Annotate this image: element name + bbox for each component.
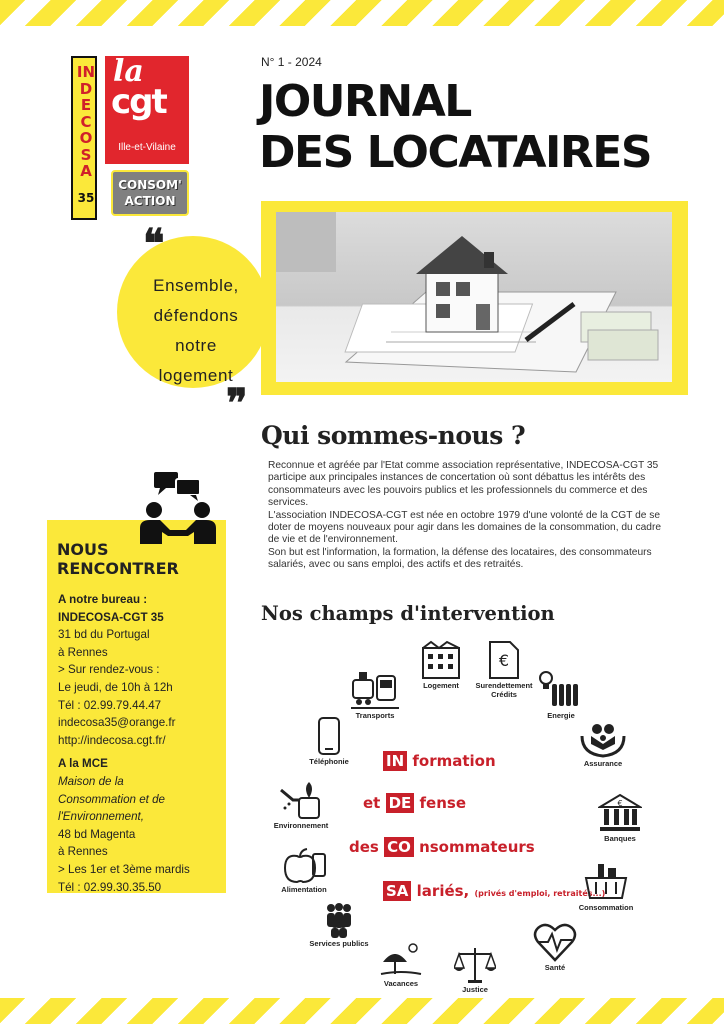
shopping-basket-icon: [584, 862, 628, 902]
bank-icon: [598, 793, 642, 833]
scales-icon: [454, 946, 496, 984]
cgt-department: Ille-et-Vilaine: [118, 142, 176, 153]
quote-line2: défendons: [153, 306, 239, 325]
bottom-stripe-border: [0, 998, 724, 1024]
mce-phone: Tél : 02.99.30.35.50: [58, 880, 162, 894]
about-paragraph-1: Reconnue et agréée par l'Etat comme association représentative, INDECOSA-CGT 35 participe aux principales instances de concertation où sont débattus les intérêts des consommateurs avec les pouvoirs publics et les professionnels du commerce et des services.: [268, 460, 659, 509]
mce-heading: A la MCE: [58, 757, 108, 771]
meet-body: [58, 591, 224, 896]
field-environnement: [271, 780, 331, 830]
meet-title: [57, 540, 179, 578]
office-web: http://indecosa.cgt.fr/: [58, 733, 166, 747]
field-surendettement: [472, 640, 536, 699]
quote-open-mark: ❝: [143, 220, 165, 267]
field-justice: [452, 946, 498, 994]
about-paragraph-3: Son but est l'information, la formation, la défense des locataires, des consommateurs salariés, avec ou sans emploi, des actifs et des retraités.: [268, 546, 652, 571]
about-body: [268, 460, 663, 572]
apple-icon: [281, 848, 327, 884]
acronym-small-note: (privés d'emploi, retraités...): [474, 889, 606, 898]
mce-address-2: à Rennes: [58, 845, 108, 859]
indecosa-cgt-logo: [71, 56, 193, 220]
family-hands-icon: [580, 722, 626, 758]
label-banques: Banques: [604, 834, 636, 843]
issue-number: N° 1 - 2024: [261, 55, 322, 69]
office-phone: Tél : 02.99.79.44.47: [58, 698, 162, 712]
field-alimentation: [280, 848, 328, 894]
mce-name-2: Consommation et de: [58, 792, 165, 806]
quote-line3: notre: [175, 336, 217, 355]
label-alimentation: Alimentation: [281, 885, 327, 894]
euro-document-icon: [488, 640, 520, 680]
building-icon: [421, 640, 461, 680]
office-heading: A notre bureau :: [58, 593, 148, 606]
label-energie: Energie: [547, 711, 575, 720]
indecosa-wordmark: INDECOSA: [76, 63, 96, 180]
field-banques: [596, 793, 644, 843]
top-stripe-border: [0, 0, 724, 26]
svg-text:€: €: [617, 799, 623, 808]
field-sante: [530, 922, 580, 972]
mce-name-1: Maison de la: [58, 774, 124, 788]
train-bus-icon: [351, 666, 399, 710]
mce-name-3: l'Environnement,: [58, 810, 144, 824]
acronym-pre-3: des: [349, 838, 379, 856]
house-on-contract-illustration: [276, 212, 672, 382]
acronym-pre-2: et: [363, 794, 381, 812]
field-energie: [536, 670, 586, 720]
mce-address-1: 48 bd Magenta: [58, 827, 136, 841]
field-vacances: [378, 940, 424, 988]
label-sante: Santé: [544, 963, 566, 972]
field-assurance: [578, 722, 628, 768]
about-title: Qui sommes-nous ?: [261, 421, 526, 450]
phone-icon: [317, 716, 341, 756]
mce-days: > Les 1er et 3ème mardis: [58, 862, 190, 876]
cgt-logo: [105, 56, 189, 164]
label-logement: Logement: [423, 681, 459, 690]
title-line2: DES LOCATAIRES: [259, 127, 652, 178]
acronym-row-1: [383, 751, 496, 771]
label-surendettement: Surendettement: [475, 681, 533, 690]
office-hours: Le jeudi, de 10h à 12h: [58, 680, 173, 694]
office-name: INDECOSA-CGT 35: [58, 610, 164, 624]
acronym-box-co: CO: [384, 837, 414, 857]
heart-pulse-icon: [532, 922, 578, 962]
hero-house-photo: [276, 212, 672, 382]
acronym-text-1: formation: [412, 752, 496, 770]
acronym-row-4: [383, 881, 605, 901]
office-address-1: 31 bd du Portugal: [58, 628, 150, 642]
svg-text:€: €: [498, 651, 510, 670]
field-consommation: [576, 862, 636, 912]
acronym-text-4: lariés,: [416, 882, 470, 900]
label-consommation: Consommation: [578, 903, 634, 912]
consom-line2: ACTION: [124, 194, 176, 208]
quote-line4: logement: [158, 366, 234, 385]
beach-umbrella-icon: [379, 940, 423, 978]
radiator-bulb-icon: [538, 670, 584, 710]
people-meeting-icon: [140, 470, 216, 546]
watering-can-icon: [277, 780, 325, 820]
office-appointment: > Sur rendez-vous :: [58, 663, 160, 677]
cgt-wordmark: cgt: [111, 82, 166, 122]
acronym-box-in: IN: [383, 751, 407, 771]
acronym-row-2: [363, 793, 466, 813]
indecosa-number: 35: [77, 191, 95, 205]
label-vacances: Vacances: [383, 979, 419, 988]
label-telephonie: Téléphonie: [309, 757, 349, 766]
label-justice: Justice: [462, 985, 488, 994]
label-environnement: Environnement: [273, 821, 329, 830]
label-credits: Crédits: [491, 690, 517, 699]
consom-action-text: [113, 177, 187, 209]
field-services-publics: [307, 902, 371, 948]
meet-title-line2: RENCONTRER: [57, 559, 179, 578]
acronym-text-3: nsommateurs: [419, 838, 535, 856]
quote-close-mark: ❞: [226, 380, 248, 427]
field-transports: [348, 666, 402, 720]
indecosa-acronym: [349, 733, 723, 903]
indecosa-strip: [71, 56, 97, 220]
quote-line1: Ensemble,: [153, 276, 239, 295]
cgt-la: la: [113, 54, 144, 89]
about-paragraph-2: L'association INDECOSA-CGT est née en octobre 1979 d'une volonté de la CGT de se doter de moyens nouveaux pour agir dans les domaines de la consommation, du cadre de vie et de l'environnement.: [268, 509, 662, 546]
crowd-icon: [321, 902, 357, 938]
field-logement: [413, 640, 469, 690]
meet-title-line1: NOUS: [57, 540, 109, 559]
acronym-text-2: fense: [419, 794, 466, 812]
quote-text: [130, 271, 262, 391]
office-address-2: à Rennes: [58, 645, 108, 659]
label-services-publics: Services publics: [309, 939, 369, 948]
acronym-box-de: DE: [386, 793, 415, 813]
acronym-box-sa: SA: [383, 881, 411, 901]
fields-title: Nos champs d'intervention: [261, 602, 555, 625]
label-transports: Transports: [355, 711, 395, 720]
title-line1: JOURNAL: [259, 76, 471, 127]
field-telephonie: [306, 716, 352, 766]
label-assurance: Assurance: [583, 759, 623, 768]
consom-line1: CONSOM': [118, 178, 182, 192]
office-email: indecosa35@orange.fr: [58, 716, 176, 730]
page-title: [259, 76, 651, 178]
consom-action-badge: [111, 170, 189, 216]
acronym-row-3: [349, 837, 535, 857]
